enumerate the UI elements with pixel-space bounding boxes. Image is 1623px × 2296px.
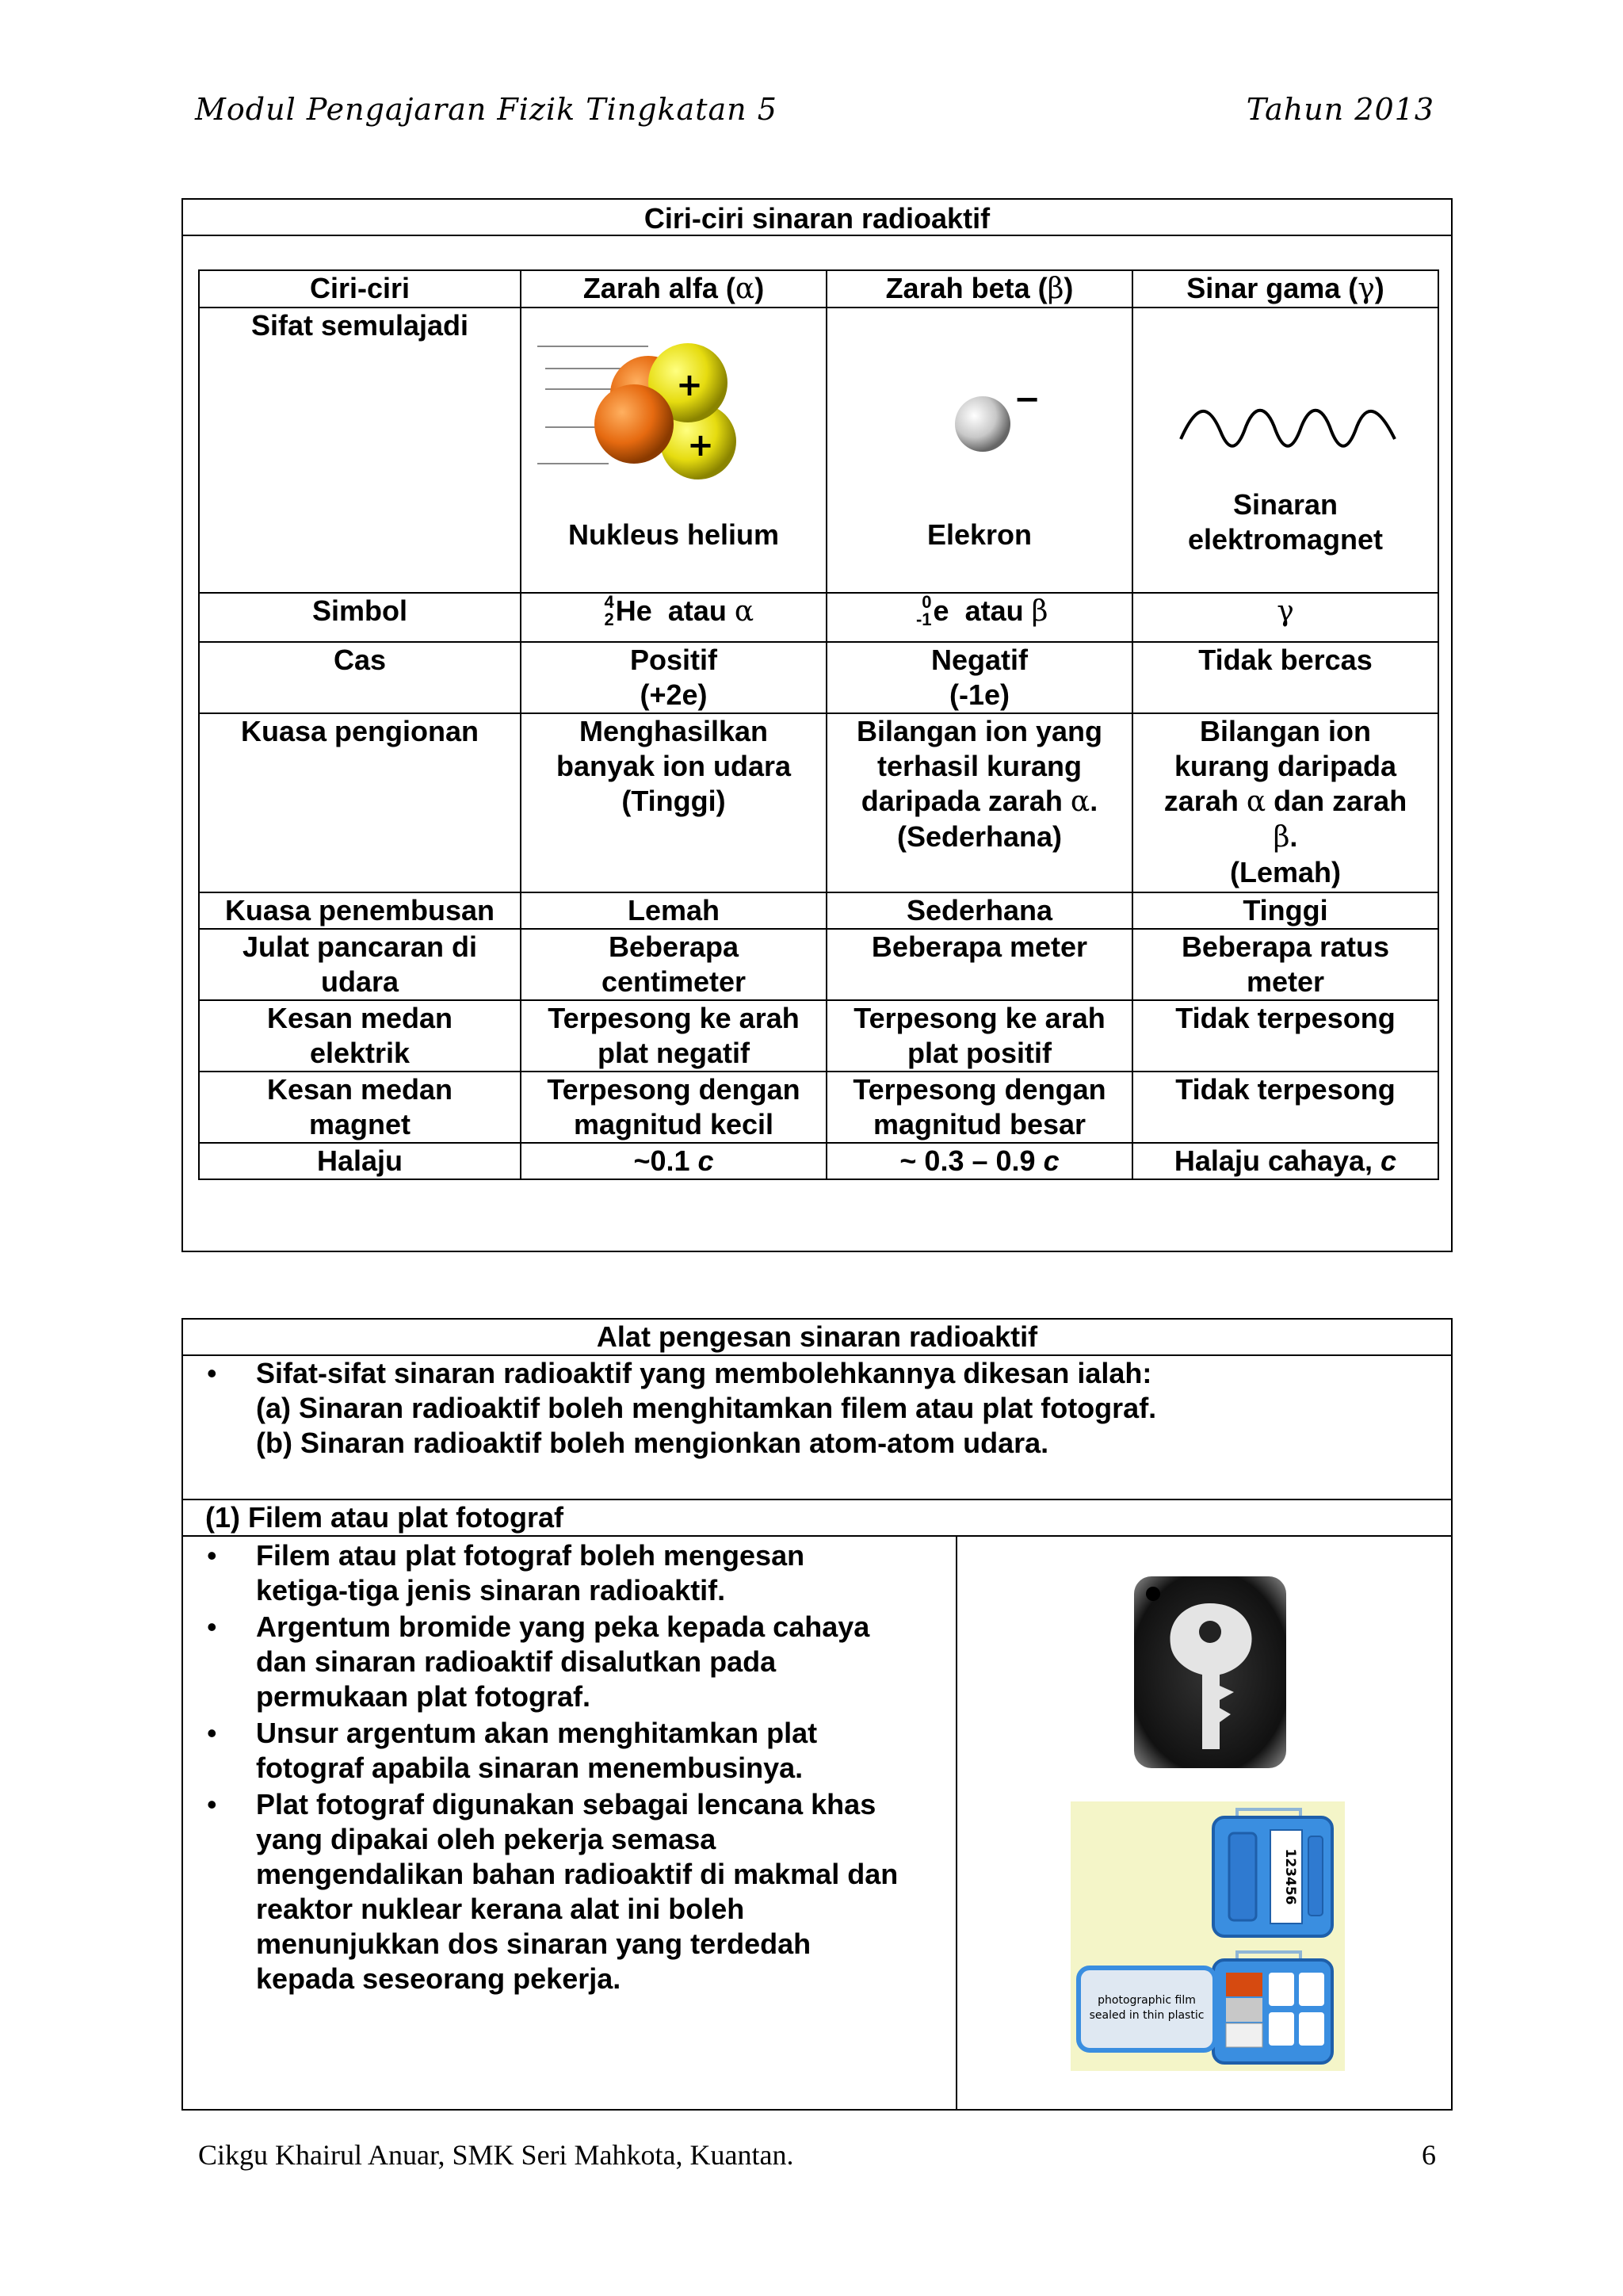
intro-item-b: (b) Sinaran radioaktif boleh mengionkan atom-atom udara. xyxy=(256,1427,1049,1459)
alpha-range: Beberapa centimeter xyxy=(521,929,827,1000)
intro-item-a: (a) Sinaran radioaktif boleh menghitamkan filem atau plat fotograf. xyxy=(256,1392,1157,1424)
bullet-4: • xyxy=(207,1788,217,1820)
intro-bullet: • xyxy=(207,1357,217,1389)
table-row-header xyxy=(199,270,1438,308)
gamma-range: Beberapa ratus meter xyxy=(1132,929,1438,1000)
beta-magnetic: Terpesong dengan magnitud besar xyxy=(827,1072,1132,1143)
row-label-pengionan: Kuasa pengionan xyxy=(199,713,521,892)
film-badge-image xyxy=(1071,1801,1345,2071)
alpha-magnetic: Terpesong dengan magnitud kecil xyxy=(521,1072,827,1143)
intro-text: Sifat-sifat sinaran radioaktif yang membolehkannya dikesan ialah: xyxy=(256,1357,1152,1389)
alpha-particle-icon xyxy=(537,337,775,503)
bullet-2-text: Argentum bromide yang peka kepada cahaya dan sinaran radioaktif disalutkan pada permukaan plat fotograf. xyxy=(256,1610,870,1713)
beta-speed: ~ 0.3 – 0.9 c xyxy=(827,1143,1132,1179)
bullet-3-text: Unsur argentum akan menghitamkan plat fotograf apabila sinaran menembusinya. xyxy=(256,1717,818,1784)
bullet-4-text: Plat fotograf digunakan sebagai lencana khas yang dipakai oleh pekerja semasa mengendalikan bahan radioaktif di makmal dan reaktor nuklear kerana alat ini boleh menunjukkan dos sinaran yang terdedah kepada seseorang pekerja. xyxy=(256,1788,899,1995)
beta-symbol: 0 -1 e atau β xyxy=(827,593,1132,642)
table-row-elektrik xyxy=(199,1000,1438,1072)
header-year: Tahun 2013 xyxy=(1246,92,1434,127)
beta-nature-label: Elekron xyxy=(926,518,1033,551)
alpha-electric: Terpesong ke arah plat negatif xyxy=(521,1000,827,1072)
radiation-properties-table xyxy=(198,269,1439,1180)
bullet-2: • xyxy=(207,1610,217,1643)
row-label-halaju: Halaju xyxy=(199,1143,521,1179)
table-row-penembusan xyxy=(199,892,1438,929)
alpha-nature-label: Nukleus helium xyxy=(567,518,780,551)
electron-icon xyxy=(954,383,1049,462)
column-divider xyxy=(956,1535,957,2109)
badge-label-1: photographic film xyxy=(1098,1994,1196,2007)
beta-ionizing: Bilangan ion yang terhasil kurang daripada zarah α. (Sederhana) xyxy=(827,713,1132,892)
row-label-magnet: Kesan medan magnet xyxy=(199,1072,521,1143)
page-number: 6 xyxy=(1422,2139,1436,2171)
footer-author: Cikgu Khairul Anuar, SMK Seri Mahkota, Kuantan. xyxy=(198,2139,794,2171)
bullet-1-text: Filem atau plat fotograf boleh mengesan ketiga-tiga jenis sinaran radioaktif. xyxy=(256,1539,805,1606)
gamma-charge: Tidak bercas xyxy=(1132,642,1438,713)
row-label-simbol: Simbol xyxy=(199,593,521,642)
table-row-pengionan xyxy=(199,713,1438,892)
col-header-alfa: Zarah alfa (α) xyxy=(521,270,827,308)
alpha-penetration: Lemah xyxy=(521,892,827,929)
beta-charge: Negatif (-1e) xyxy=(827,642,1132,713)
section-divider-bottom xyxy=(183,1535,1451,1537)
table-row-simbol xyxy=(199,593,1438,642)
alpha-figure-cell xyxy=(521,308,827,593)
gamma-nature-label: Sinaran elektromagnet xyxy=(1187,488,1384,556)
row-label-penembusan: Kuasa penembusan xyxy=(199,892,521,929)
alpha-ionizing: Menghasilkan banyak ion udara (Tinggi) xyxy=(521,713,827,892)
gamma-magnetic: Tidak terpesong xyxy=(1132,1072,1438,1143)
beta-penetration: Sederhana xyxy=(827,892,1132,929)
electron-minus: − xyxy=(1014,383,1041,418)
beta-electric: Terpesong ke arah plat positif xyxy=(827,1000,1132,1072)
section-heading: (1) Filem atau plat fotograf xyxy=(205,1501,564,1534)
title-divider xyxy=(183,235,1451,236)
key-radiograph-image xyxy=(1131,1573,1289,1771)
beta-figure-cell xyxy=(827,308,1132,593)
badge-number: 123456 xyxy=(1282,1848,1298,1905)
wave-icon xyxy=(1173,407,1403,455)
alpha-symbol: 4 2 He atau α xyxy=(521,593,827,642)
beta-range: Beberapa meter xyxy=(827,929,1132,1000)
row-label-elektrik: Kesan medan elektrik xyxy=(199,1000,521,1072)
table-row-magnet xyxy=(199,1072,1438,1143)
table2-title: Alat pengesan sinaran radioaktif xyxy=(596,1320,1038,1353)
table-row-halaju xyxy=(199,1143,1438,1179)
gamma-figure-cell xyxy=(1132,308,1438,593)
col-header-ciri: Ciri-ciri xyxy=(199,270,521,308)
alpha-plus-bottom: + xyxy=(687,427,714,464)
row-label-cas: Cas xyxy=(199,642,521,713)
radiation-properties-box xyxy=(181,198,1453,1252)
alpha-plus-top: + xyxy=(676,367,703,403)
bullet-3: • xyxy=(207,1717,217,1749)
gamma-ionizing: Bilangan ion kurang daripada zarah α dan zarah β. (Lemah) xyxy=(1132,713,1438,892)
gamma-electric: Tidak terpesong xyxy=(1132,1000,1438,1072)
alpha-speed: ~0.1 c xyxy=(521,1143,827,1179)
header-title: Modul Pengajaran Fizik Tingkatan 5 xyxy=(195,92,777,127)
table-row-julat xyxy=(199,929,1438,1000)
table-row-cas xyxy=(199,642,1438,713)
gamma-penetration: Tinggi xyxy=(1132,892,1438,929)
row-label-julat: Julat pancaran di udara xyxy=(199,929,521,1000)
radiation-detector-box xyxy=(181,1318,1453,2111)
gamma-symbol: γ xyxy=(1132,593,1438,642)
col-header-gama: Sinar gama (γ) xyxy=(1132,270,1438,308)
table-row-sifat xyxy=(199,308,1438,593)
row-label-sifat: Sifat semulajadi xyxy=(199,308,521,593)
col-header-beta: Zarah beta (β) xyxy=(827,270,1132,308)
badge-label-2: sealed in thin plastic xyxy=(1089,2009,1205,2022)
bullet-1: • xyxy=(207,1539,217,1572)
alpha-charge: Positif (+2e) xyxy=(521,642,827,713)
gamma-speed: Halaju cahaya, c xyxy=(1132,1143,1438,1179)
table1-title: Ciri-ciri sinaran radioaktif xyxy=(643,202,991,235)
